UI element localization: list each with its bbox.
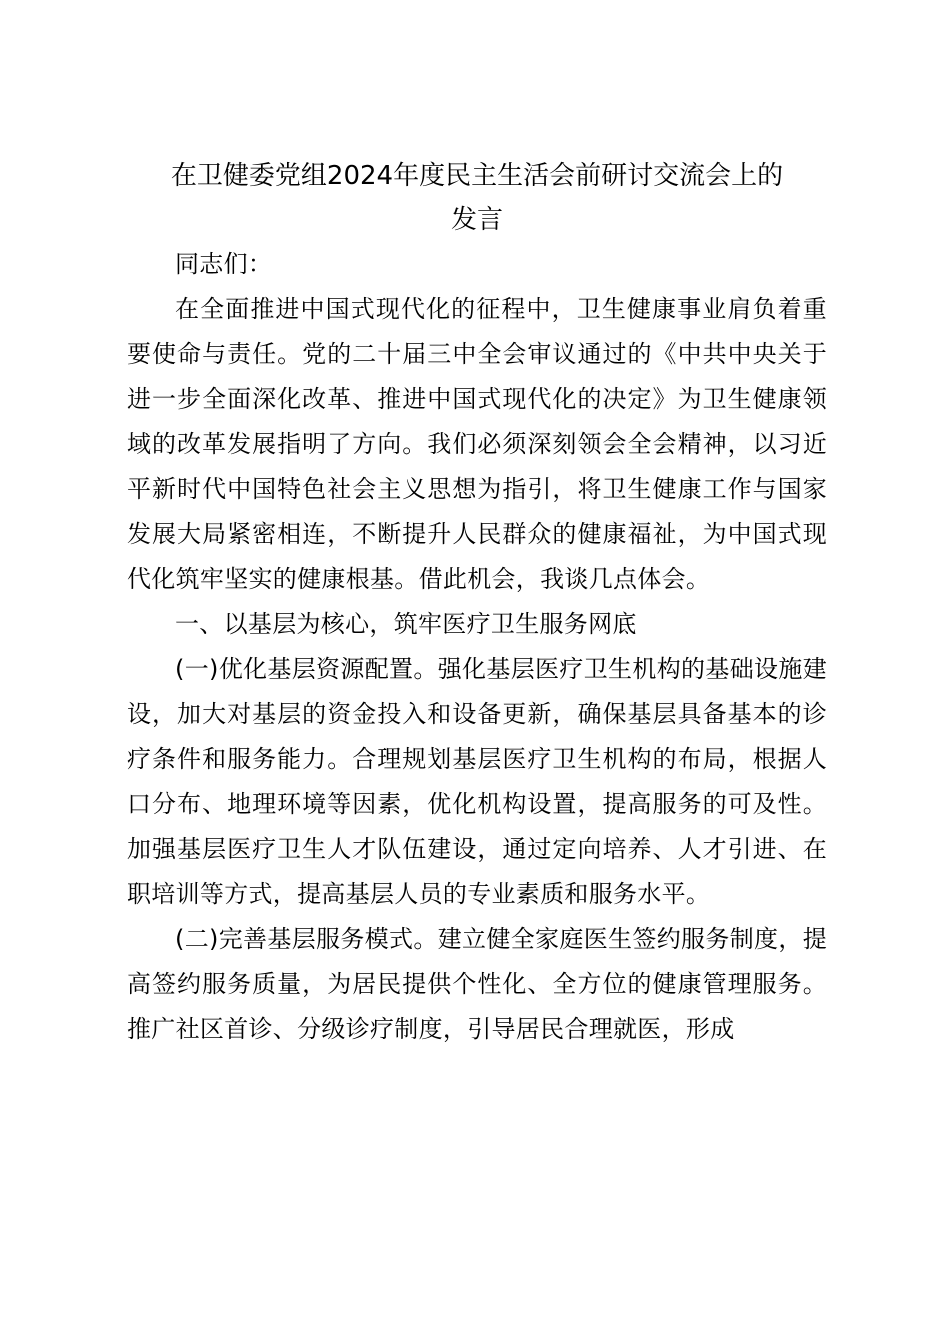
section-heading-1: 一、以基层为核心，筑牢医疗卫生服务网底 (175, 610, 637, 638)
paragraph-intro: 在全面推进中国式现代化的征程中，卫生健康事业肩负着重要使命与责任。党的二十届三中全会审议通过的《中共中央关于进一步全面深化改革、推进中国式现代化的决定》为卫生健康领域的改革发展指明了方向。我们必须深刻领会全会精神，以习近平新时代中国特色社会主义思想为指引，将卫生健康工作与国家发展大局紧密相连，不断提升人民群众的健康福祉，为中国式现代化筑牢坚实的健康根基。借此机会，我谈几点体会。 (127, 295, 827, 593)
paragraph-subsection-1: (一)优化基层资源配置。强化基层医疗卫生机构的基础设施建设，加大对基层的资金投入和设备更新，确保基层具备基本的诊疗条件和服务能力。合理规划基层医疗卫生机构的布局，根据人口分布、地理环境等因素，优化机构设置，提高服务的可及性。加强基层医疗卫生人才队伍建设，通过定向培养、人才引进、在职培训等方式，提高基层人员的专业素质和服务水平。 (127, 655, 827, 908)
title-line-1: 在卫健委党组2024年度民主生活会前研讨交流会上的 (170, 161, 784, 191)
paragraph-subsection-2: (二)完善基层服务模式。建立健全家庭医生签约服务制度，提高签约服务质量，为居民提供个性化、全方位的健康管理服务。推广社区首诊、分级诊疗制度，引导居民合理就医，形成 (127, 925, 827, 1043)
document-page (127, 150, 827, 1052)
document-title (113, 150, 841, 242)
greeting: 同志们： (175, 250, 273, 278)
title-line-2: 发言 (450, 205, 503, 235)
